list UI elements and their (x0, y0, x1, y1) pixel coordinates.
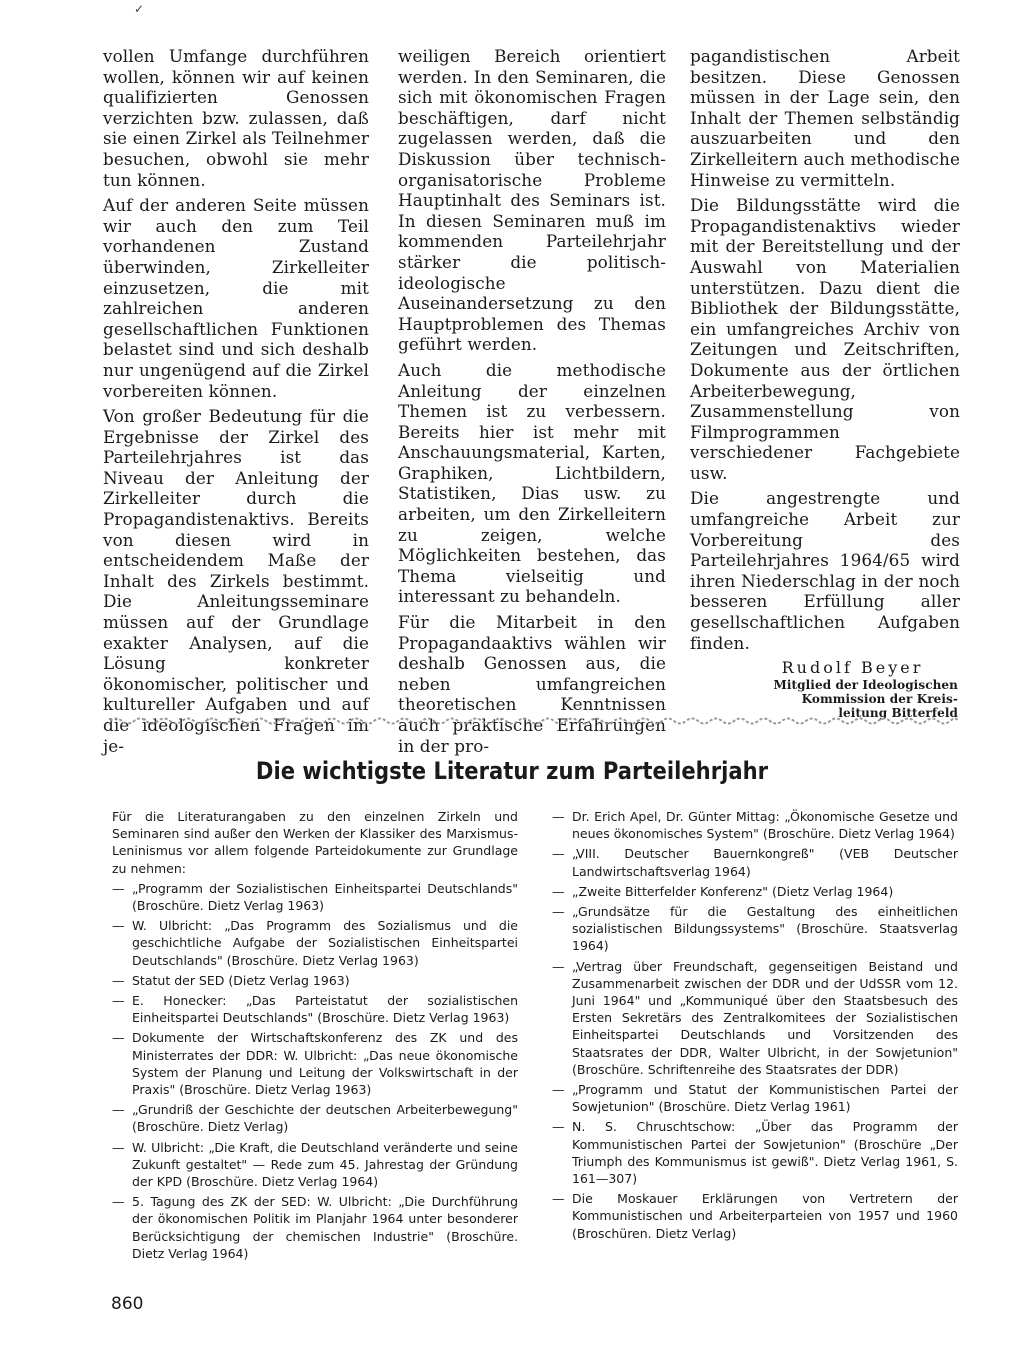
dash-marker: — (112, 972, 125, 988)
list-item (112, 1029, 518, 1098)
dash-marker: — (112, 918, 125, 934)
dash-marker: — (552, 958, 565, 974)
literature-intro: Für die Literaturangaben zu den einzelnen Zirkeln und Seminaren sind außer den Werken der Klassiker des Marxismus-Leninismus vor allem folgende Parteidokumente zur Grundlage zu nehmen: (112, 809, 518, 876)
list-item (112, 1101, 518, 1135)
list-item-text: W. Ulbricht: „Das Programm des Sozialismus und die geschichtliche Aufgabe der Sozialistischen Einheitspartei Deutschlands" (Broschüre. Dietz Verlag 1963) (132, 918, 518, 968)
list-item (552, 808, 958, 842)
author-name: Rudolf Beyer (781, 658, 924, 678)
article-column-2 (398, 46, 666, 761)
paragraph: Die Bildungsstätte wird die Propagandistenaktivs wieder mit der Bereitstellung und der Auswahl von Materialien unterstützen. Dazu dient die Bibliothek der Bildungsstätte, ein umfangreiches Archiv von Zeitungen und Zeitschriften, Dokumente aus der örtlichen Arbeiterbewegung, Zusammenstellung von Filmprogrammen verschiedener Fachgebiete usw. (690, 195, 960, 483)
list-item (112, 880, 518, 914)
paragraph: pagandistischen Arbeit besitzen. Diese Genossen müssen in der Lage sein, den Inhalt der Themen selbständig auszuarbeiten und den Zirkelleitern auch methodische Hinweise zu vermitteln. (690, 46, 960, 190)
literature-heading: Die wichtigste Literatur zum Parteilehrjahr (255, 757, 769, 785)
article-column-3 (690, 46, 960, 720)
literature-list-left (112, 880, 518, 1262)
list-item (552, 903, 958, 955)
corner-mark: ✓ (134, 2, 145, 16)
list-item-text: „Programm der Sozialistischen Einheitspartei Deutschlands" (Broschüre. Dietz Verlag 1963) (132, 880, 518, 914)
list-item-text: Dr. Erich Apel, Dr. Günter Mittag: „Ökonomische Gesetze und neues ökonomisches System" (Broschüre. Dietz Verlag 1964) (572, 809, 958, 842)
list-item-text: E. Honecker: „Das Parteistatut der sozialistischen Einheitspartei Deutschlands" (Broschüre. Dietz Verlag 1963) (132, 993, 518, 1026)
list-item-text: „Grundsätze für die Gestaltung des einheitlichen sozialistischen Bildungssystems" (Broschüre. Staatsverlag 1964) (572, 904, 958, 954)
dash-marker: — (552, 1191, 565, 1207)
dash-marker: — (552, 904, 565, 920)
list-item (552, 1190, 958, 1242)
dash-marker: — (552, 809, 565, 824)
page-number: 860 (111, 1294, 144, 1314)
paragraph: Für die Mitarbeit in den Propagandaaktivs wählen wir deshalb Genossen aus, die neben umfangreichen theoretischen Kenntnissen auch praktische Erfahrungen in der pro- (398, 612, 666, 756)
paragraph: vollen Umfange durchführen wollen, können wir auf keinen qualifizierten Genossen verzichten bzw. zulassen, daß sie einen Zirkel als Teilnehmer besuchen, obwohl sie mehr tun können. (103, 46, 369, 190)
dash-marker: — (552, 1082, 565, 1098)
dash-marker: — (112, 1194, 125, 1210)
ornamental-divider (110, 714, 958, 728)
author-role-line: Mitglied der Ideologischen (773, 678, 958, 693)
list-item (112, 1139, 518, 1191)
list-item-text: N. S. Chruschtschow: „Über das Programm der Kommunistischen Partei der Sowjetunion" (Broschüre „Der Triumph des Kommunismus ist gewiß". Dietz Verlag 1961, S. 161—307) (572, 1119, 958, 1187)
list-item-text: 5. Tagung des ZK der SED: W. Ulbricht: „Die Durchführung der ökonomischen Politik im Planjahr 1964 unter besonderer Berücksichtigung der chemischen Industrie" (Broschüre. Dietz Verlag 1964) (132, 1194, 518, 1261)
list-item-text: W. Ulbricht: „Die Kraft, die Deutschland veränderte und seine Zukunft gestaltet" — Rede zum 45. Jahrestag der Gründung der KPD (Broschüre. Dietz Verlag 1964) (132, 1139, 518, 1190)
list-item (552, 845, 958, 879)
list-item (552, 883, 958, 900)
list-item-text: „VIII. Deutscher Bauernkongreß" (VEB Deutscher Landwirtschaftsverlag 1964) (572, 846, 958, 879)
literature-column-right (552, 808, 958, 1245)
list-item-text: „Grundriß der Geschichte der deutschen Arbeiterbewegung" (Broschüre. Dietz Verlag) (132, 1102, 518, 1135)
paragraph: Auch die methodische Anleitung der einzelnen Themen ist zu verbessern. Bereits hier ist mehr mit Anschauungsmaterial, Karten, Graphiken, Lichtbildern, Statistiken, Dias usw. zu arbeiten, um den Zirkelleitern zu zeigen, welche Möglichkeiten bestehen, das Thema vielseitig und interessant zu behandeln. (398, 359, 666, 607)
list-item-text: „Vertrag über Freundschaft, gegenseitigen Beistand und Zusammenarbeit zwischen der DDR und der UdSSR vom 12. Juni 1964" und „Kommuniqué über den Staatsbesuch des Ersten Sekretärs des Zentralkomitees der Sozialistischen Einheitspartei Deutschlands und Vorsitzenden des Staatsrates der DDR, Walter Ulbricht, in der Sowjetunion" (Broschüre. Schriftenreihe des Staatsrates der DDR) (572, 958, 958, 1077)
author-signature (745, 658, 960, 720)
list-item-text: „Programm und Statut der Kommunistischen Partei der Sowjetunion" (Broschüre. Dietz Verlag 1961) (572, 1082, 958, 1115)
literature-column-left (112, 808, 518, 1265)
dash-marker: — (552, 883, 565, 899)
dash-marker: — (112, 993, 125, 1009)
dash-marker: — (112, 880, 125, 896)
list-item-text: Dokumente der Wirtschaftskonferenz des ZK und des Ministerrates der DDR: W. Ulbricht: „Das neue ökonomische System der Planung und Leitung der Volkswirtschaft in der Praxis" (Broschüre. Dietz Verlag 1963) (132, 1030, 518, 1098)
list-item (112, 972, 518, 989)
list-item-text: „Zweite Bitterfelder Konferenz" (Dietz Verlag 1964) (572, 883, 894, 899)
list-item-text: Statut der SED (Dietz Verlag 1963) (132, 972, 350, 988)
list-item (552, 958, 958, 1078)
author-role-line: Kommission der Kreis- (801, 692, 958, 707)
paragraph: Von großer Bedeutung für die Ergebnisse der Zirkel des Parteilehrjahres ist das Niveau der Anleitung der Zirkelleiter durch die Propagandistenaktivs. Bereits von diesen wird in entscheidendem Maße der Inhalt des Zirkels bestimmt. Die Anleitungsseminare müssen auf der Grundlage exakter Analysen, auf die Lösung konkreter ökonomischer, politischer und kultureller Aufgaben und auf die ideologischen Fragen im je- (103, 406, 369, 756)
dash-marker: — (552, 1119, 565, 1135)
list-item (552, 1118, 958, 1187)
list-item (112, 1193, 518, 1262)
paragraph: Auf der anderen Seite müssen wir auch den zum Teil vorhandenen Zustand überwinden, Zirkelleiter einzusetzen, die mit zahlreichen anderen gesellschaftlichen Funktionen belastet sind und sich deshalb nur ungenügend auf die Zirkel vorbereiten können. (103, 195, 369, 401)
dash-marker: — (112, 1102, 125, 1118)
dash-marker: — (552, 846, 565, 862)
list-item-text: Die Moskauer Erklärungen von Vertretern der Kommunistischen und Arbeiterparteien von 1957 und 1960 (Broschüren. Dietz Verlag) (572, 1191, 958, 1241)
list-item (552, 1081, 958, 1115)
dash-marker: — (112, 1030, 125, 1046)
list-item (112, 992, 518, 1026)
literature-list-right (552, 808, 958, 1242)
dash-marker: — (112, 1139, 125, 1155)
list-item (112, 917, 518, 969)
paragraph: weiligen Bereich orientiert werden. In den Seminaren, die sich mit ökonomischen Fragen beschäftigen, darf nicht zugelassen werden, daß die Diskussion über technisch-organisatorische Probleme Hauptinhalt des Seminars ist. In diesen Seminaren muß im kommenden Parteilehrjahr stärker die politisch-ideologische Auseinandersetzung zu den Hauptproblemen des Themas geführt werden. (398, 46, 666, 355)
paragraph: Die angestrengte und umfangreiche Arbeit zur Vorbereitung des Parteilehrjahres 1964/65 wird ihren Niederschlag in der noch besseren Erfüllung aller gesellschaftlichen Aufgaben finden. (690, 488, 960, 653)
author-role-line: leitung Bitterfeld (838, 706, 958, 721)
article-column-1 (103, 46, 369, 761)
